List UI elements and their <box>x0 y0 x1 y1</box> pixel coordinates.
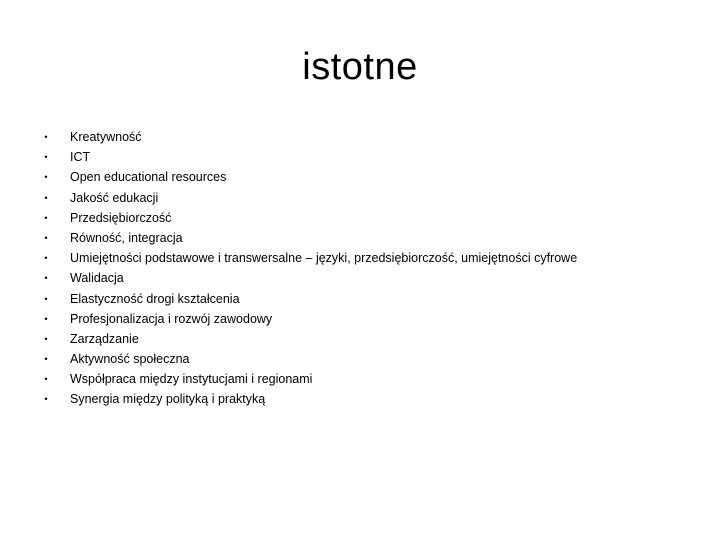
bullet-text: Zarządzanie <box>70 331 139 346</box>
list-item <box>40 248 700 268</box>
bullet-text: Synergia między polityką i praktyką <box>70 392 266 407</box>
bullet-text: Jakość edukacji <box>70 190 159 205</box>
list-item <box>40 147 700 167</box>
list-item <box>40 289 700 309</box>
bullet-icon: • <box>44 273 48 284</box>
bullet-text: Open educational resources <box>70 170 227 185</box>
bullet-text: ICT <box>70 150 91 165</box>
bullet-icon: • <box>44 253 48 264</box>
bullet-list <box>40 127 700 410</box>
list-item <box>40 188 700 208</box>
bullet-icon: • <box>44 212 48 223</box>
bullet-icon: • <box>44 152 48 163</box>
bullet-icon: • <box>44 333 48 344</box>
bullet-text: Umiejętności podstawowe i transwersalne – języki, przedsiębiorczość, umiejętności cyfrowe <box>70 251 578 266</box>
bullet-icon: • <box>44 232 48 243</box>
list-item <box>40 127 700 147</box>
list-item <box>40 309 700 329</box>
bullet-icon: • <box>44 192 48 203</box>
list-item <box>40 349 700 369</box>
bullet-icon: • <box>44 172 48 183</box>
list-item <box>40 208 700 228</box>
list-item <box>40 369 700 389</box>
list-item <box>40 167 700 187</box>
bullet-icon: • <box>44 394 48 405</box>
list-item <box>40 268 700 288</box>
bullet-icon: • <box>44 374 48 385</box>
list-item <box>40 389 700 409</box>
list-item <box>40 228 700 248</box>
bullet-icon: • <box>44 354 48 365</box>
bullet-text: Aktywność społeczna <box>70 352 190 367</box>
bullet-text: Walidacja <box>70 271 124 286</box>
bullet-text: Profesjonalizacja i rozwój zawodowy <box>70 311 273 326</box>
bullet-icon: • <box>44 293 48 304</box>
bullet-text: Przedsiębiorczość <box>70 210 172 225</box>
list-item <box>40 329 700 349</box>
bullet-text: Kreatywność <box>70 130 142 144</box>
bullet-text: Równość, integracja <box>70 230 183 245</box>
bullet-icon: • <box>44 313 48 324</box>
bullet-icon: • <box>44 132 48 142</box>
bullet-text: Współpraca między instytucjami i regionami <box>70 372 313 387</box>
bullet-text: Elastyczność drogi kształcenia <box>70 291 240 306</box>
slide-title: istotne <box>302 46 418 88</box>
